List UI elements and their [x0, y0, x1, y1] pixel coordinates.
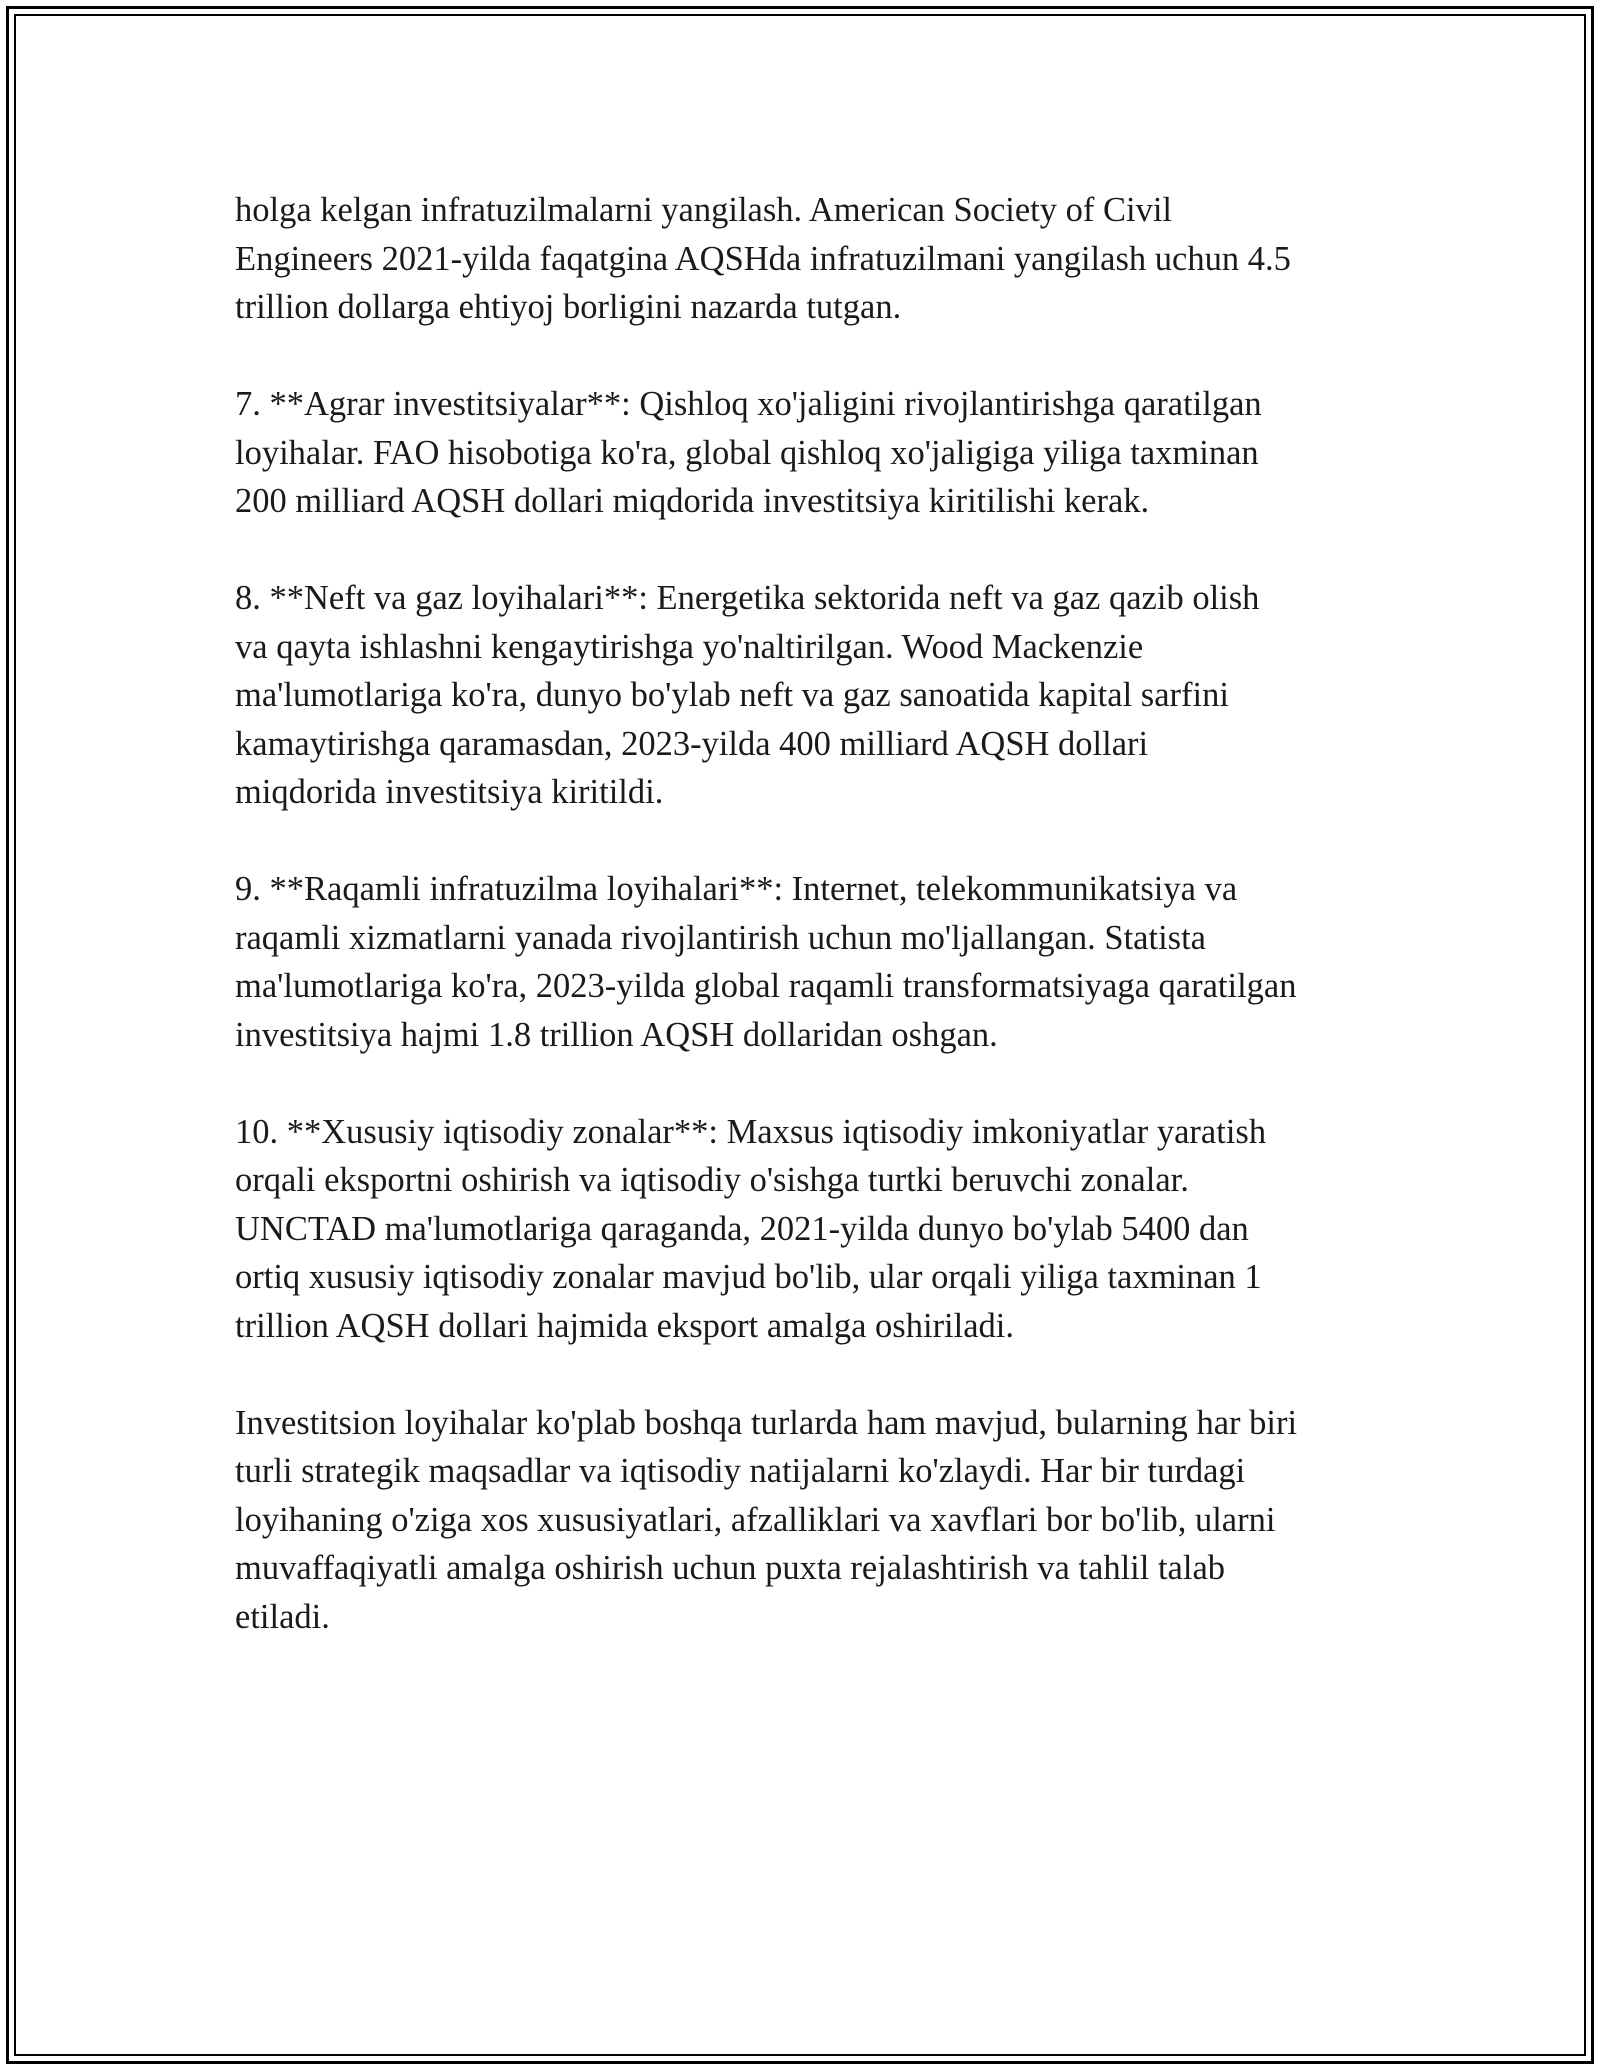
document-body	[235, 186, 1375, 1690]
paragraph-agrarian-investments: 7. **Agrar investitsiyalar**: Qishloq xo'jaligini rivojlantirishga qaratilgan loyihalar. FAO hisobotiga ko'ra, global qishloq xo'jaligiga yiliga taxminan 200 milliard AQSH dollari miqdorida investitsiya kiritilishi kerak.	[235, 385, 1262, 520]
paragraph-oil-gas-projects: 8. **Neft va gaz loyihalari**: Energetika sektorida neft va gaz qazib olish va qayta ishlashni kengaytirishga yo'naltirilgan. Wood Mackenzie ma'lumotlariga ko'ra, dunyo bo'ylab neft va gaz sanoatida kapital sarfini kamaytirishga qaramasdan, 2023-yilda 400 milliard AQSH dollari miqdorida investitsiya kiritildi.	[235, 579, 1260, 811]
paragraph-special-economic-zones: 10. **Xususiy iqtisodiy zonalar**: Maxsus iqtisodiy imkoniyatlar yaratish orqali eksportni oshirish va iqtisodiy o'sishga turtki beruvchi zonalar. UNCTAD ma'lumotlariga qaraganda, 2021-yilda dunyo bo'ylab 5400 dan ortiq xususiy iqtisodiy zonalar mavjud bo'lib, ular orqali yiliga taxminan 1 trillion AQSH dollari hajmida eksport amalga oshiriladi.	[235, 1112, 1267, 1345]
paragraph-digital-infrastructure: 9. **Raqamli infratuzilma loyihalari**: Internet, telekommunikatsiya va raqamli xizmatlarni yanada rivojlantirish uchun mo'ljallangan. Statista ma'lumotlariga ko'ra, 2023-yilda global raqamli transformatsiyaga qaratilgan investitsiya hajmi 1.8 trillion AQSH dollaridan oshgan.	[235, 870, 1297, 1054]
paragraph-conclusion: Investitsion loyihalar ko'plab boshqa turlarda ham mavjud, bularning har biri turli strategik maqsadlar va iqtisodiy natijalarni ko'zlaydi. Har bir turdagi loyihaning o'ziga xos xususiyatlari, afzalliklari va xavflari bor bo'lib, ularni muvaffaqiyatli amalga oshirish uchun puxta rejalashtirish va tahlil talab etiladi.	[235, 1403, 1298, 1636]
paragraph-infrastructure-continuation: holga kelgan infratuzilmalarni yangilash. American Society of Civil Engineers 2021-yilda faqatgina AQSHda infratuzilmani yangilash uchun 4.5 trillion dollarga ehtiyoj borligini nazarda tutgan.	[235, 191, 1291, 326]
